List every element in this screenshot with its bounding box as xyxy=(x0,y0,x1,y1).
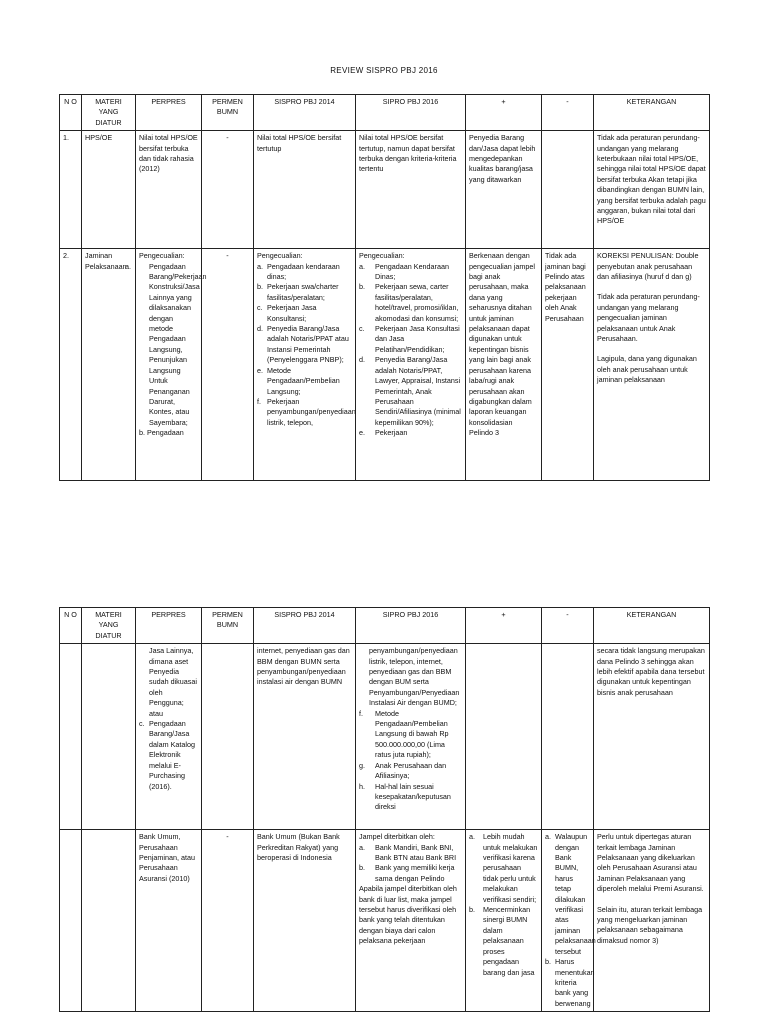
list-item-text: Metode Pengadaan/Pembelian Langsung; xyxy=(267,365,340,396)
perpres-item-b: b. Pengadaan xyxy=(139,428,184,438)
cell-perpres: Bank Umum, Perusahaan Penjaminan, atau Perusahaan Asuransi (2010) xyxy=(136,830,202,1012)
cell-plus: Berkenaan dengan pengecualian jampel bagi anak perusahaan, maka dana yang seharusnya ditahan untuk jaminan pelaksanaan dapat digunakan untuk kepentingan bisnis yang lain bagi anak perusahaan karena laba/rugi anak perusahaan akan digabungkan dalam laporan keuangan konsolidasian Pelindo 3 xyxy=(466,249,542,481)
perpres-item-a-text: Pengadaan Barang/Pekerjaan Konstruksi/Jasa Lainnya yang dilaksanakan dengan metode Pengadaan Langsung, Penunjukan Langsung Untuk Penanganan Darurat, Kontes, atau Sayembara; xyxy=(149,261,207,427)
perpres-item-c-mark: c. xyxy=(139,719,145,729)
list-item-text: Pengadaan Kendaraan Dinas; xyxy=(375,261,449,282)
list-item xyxy=(359,863,462,884)
table-row xyxy=(60,249,710,481)
keterangan-paragraph: Selain itu, aturan terkait lembaga yang mengeluarkan jaminan pelaksanaan sebagaimana dimaksud nomor 3) xyxy=(597,904,703,945)
table-row xyxy=(60,644,710,830)
list-item-text: Bank Mandiri, Bank BNI, Bank BTN atau Bank BRI xyxy=(375,842,457,863)
list-item xyxy=(257,396,356,428)
cell-minus xyxy=(542,830,594,1012)
cell-minus xyxy=(542,644,594,830)
cell-no: 2. xyxy=(60,249,82,481)
list-item xyxy=(359,761,462,782)
cell-minus: Tidak ada jaminan bagi Pelindo atas pelaksanaan pekerjaan oleh Anak Perusahaan xyxy=(542,249,594,481)
perpres-item-c-text: Pengadaan Barang/Jasa dalam Katalog Elektronik melalui E-Purchasing (2016). xyxy=(149,719,195,791)
cell-perpres xyxy=(125,249,207,481)
perpres-intro: Pengecualian: xyxy=(139,251,185,261)
cell-materi xyxy=(82,644,136,830)
list-item xyxy=(359,262,462,283)
list-item-marker: b. xyxy=(469,905,475,915)
keterangan-paragraph: Tidak ada peraturan perundang-undangan yang melarang pengecualian jaminan pelaksanaan untuk Anak Perusahaan. xyxy=(597,292,700,344)
review-table-page-1 xyxy=(59,94,710,481)
list-item-marker: a. xyxy=(359,261,365,271)
cell-materi: HPS/OE xyxy=(82,131,136,249)
table-header-row xyxy=(60,608,710,644)
cell-permen xyxy=(202,644,254,830)
list-item xyxy=(359,843,462,864)
header-keterangan: KETERANGAN xyxy=(594,95,710,131)
header-materi: MATERI YANG DIATUR xyxy=(82,95,136,131)
list-item-marker: a. xyxy=(469,832,475,842)
header-sipro-2016: SIPRO PBJ 2016 xyxy=(356,608,466,644)
header-minus: - xyxy=(542,608,594,644)
cell-sispro-2014: Bank Umum (Bukan Bank Perkreditan Rakyat) yang beroperasi di Indonesia xyxy=(254,830,356,1012)
list-item-text: Pekerjaan xyxy=(375,428,408,438)
sipro-2016-note: Apabila jampel diterbitkan oleh bank di luar list, maka jampel tersebut harus diverifikasi oleh bank yang telah ditentukan dengan biaya dari calon pelaksana pekerjaan xyxy=(359,884,457,946)
header-sispro-2014: SISPRO PBJ 2014 xyxy=(254,608,356,644)
perpres-item-a xyxy=(125,261,207,429)
list-item xyxy=(359,355,462,428)
header-sispro-2014: SISPRO PBJ 2014 xyxy=(254,95,356,131)
list-item-marker: c. xyxy=(359,324,365,334)
list-item-marker: e. xyxy=(359,428,365,438)
list-item-marker: f. xyxy=(257,396,261,406)
sipro-2016-continued: penyambungan/penyediaan listrik, telepon, internet, penyediaan gas dan BBM dengan BUM serta Penyambungan/Penyediaan Instalasi Air dengan BUMD; xyxy=(369,646,460,708)
list-item-text: Penyedia Barang/Jasa adalah Notaris/PPAT, Lawyer, Appraisal, Instansi Pemerintah, Anak Perusahaan Sendiri/Afiliasinya (minimal kepemilikan 90%); xyxy=(375,355,461,427)
list-item-marker: f. xyxy=(359,708,363,718)
sipro-2016-list xyxy=(359,709,462,813)
keterangan-paragraph: KOREKSI PENULISAN: Double penyebutan anak perusahaan dan afiliasinya (huruf d dan g) xyxy=(597,251,699,282)
document-title: REVIEW SISPRO PBJ 2016 xyxy=(330,66,438,75)
list-item xyxy=(359,428,462,438)
header-perpres: PERPRES xyxy=(136,95,202,131)
cell-no xyxy=(60,644,82,830)
cell-sispro-2014: Nilai total HPS/OE bersifat tertutup xyxy=(254,131,356,249)
cell-plus xyxy=(466,644,542,830)
header-plus: + xyxy=(466,95,542,131)
header-plus: + xyxy=(466,608,542,644)
sispro-2014-intro: Pengecualian: xyxy=(257,251,303,261)
cell-permen: - xyxy=(202,249,254,481)
review-table-page-2 xyxy=(59,607,710,1012)
list-item-text: Penyedia Barang/Jasa adalah Notaris/PPAT atau Instansi Pemerintah (Penyelenggara PNBP); xyxy=(267,324,349,365)
list-item xyxy=(359,282,462,324)
list-item xyxy=(359,709,462,761)
header-no: N O xyxy=(60,608,82,644)
list-item xyxy=(545,957,595,1009)
header-perpres: PERPRES xyxy=(136,608,202,644)
list-item xyxy=(359,324,462,355)
cell-sipro-2016 xyxy=(356,830,466,1012)
sipro-2016-list xyxy=(359,843,462,885)
cell-plus xyxy=(466,830,542,1012)
header-minus: - xyxy=(542,95,594,131)
table-row xyxy=(60,830,710,1012)
list-item-marker: g. xyxy=(359,760,365,770)
perpres-item-a-continued: Jasa Lainnya, dimana aset Penyedia sudah dikuasai oleh Pengguna; atau xyxy=(149,646,197,718)
header-permen-bumn: PERMEN BUMN xyxy=(202,95,254,131)
sipro-2016-list xyxy=(359,262,462,439)
list-item-marker: b. xyxy=(359,282,365,292)
list-item xyxy=(469,905,538,978)
cell-no: 1. xyxy=(60,131,82,249)
list-item-marker: a. xyxy=(545,832,551,842)
cell-keterangan: secara tidak langsung merupakan dana Pelindo 3 sehingga akan lebih efektif apabila dana tersebut digunakan untuk kepentingan bisnis anak perusahaan xyxy=(594,644,710,830)
cell-perpres xyxy=(136,644,202,830)
list-item xyxy=(545,832,596,957)
cell-minus xyxy=(542,131,594,249)
cell-sispro-2014 xyxy=(254,249,356,481)
list-item-marker: b. xyxy=(359,863,365,873)
list-item xyxy=(257,366,352,397)
sispro-2014-list xyxy=(257,261,356,429)
sipro-2016-intro: Pengecualian: xyxy=(359,251,405,261)
header-no: N O xyxy=(60,95,82,131)
cell-materi: Jaminan Pelaksanaan xyxy=(82,249,136,481)
list-item xyxy=(359,782,462,813)
list-item-text: Anak Perusahaan dan Afiliasinya; xyxy=(375,760,447,781)
list-item-text: Pengadaan kendaraan dinas; xyxy=(267,261,340,282)
header-permen-bumn: PERMEN BUMN xyxy=(202,608,254,644)
list-item xyxy=(469,832,538,905)
list-item-marker: h. xyxy=(359,781,365,791)
table-header-row xyxy=(60,95,710,131)
header-sipro-2016: SIPRO PBJ 2016 xyxy=(356,95,466,131)
plus-list xyxy=(469,832,538,978)
list-item xyxy=(257,324,352,366)
list-item-marker: b. xyxy=(545,957,551,967)
sipro-2016-intro: Jampel diterbitkan oleh: xyxy=(359,832,435,842)
keterangan-paragraph: Lagipula, dana yang digunakan oleh anak perusahaan untuk jaminan pelaksanaan xyxy=(597,354,697,385)
list-item-marker: e. xyxy=(257,365,263,375)
list-item xyxy=(257,282,352,303)
list-item-text: Mencerminkan sinergi BUMN dalam pelaksanaan proses pengadaan barang dan jasa xyxy=(483,905,535,977)
perpres-item-a-mark: a. xyxy=(125,261,131,271)
list-item xyxy=(257,303,352,324)
list-item-marker: a. xyxy=(359,842,365,852)
list-item-text: Pekerjaan swa/charter fasilitas/peralatan; xyxy=(267,282,339,302)
header-materi: MATERI YANG DIATUR xyxy=(82,608,136,644)
list-item-text: Hal-hal lain sesuai kesepakatan/keputusan direksi xyxy=(375,781,451,812)
list-item-text: Walaupun dengan Bank BUMN, harus tetap dilakukan verifikasi atas jaminan pelaksanaan tersebut xyxy=(555,832,596,956)
list-item-marker: d. xyxy=(359,355,365,365)
cell-sispro-2014: internet, penyediaan gas dan BBM dengan BUMN serta penyambungan/penyediaan instalasi air dengan BUMN xyxy=(254,644,356,830)
list-item-marker: c. xyxy=(257,303,263,313)
list-item-text: Lebih mudah untuk melakukan verifikasi karena perusahaan tidak perlu untuk melakukan verifikasi sendiri; xyxy=(483,832,538,904)
cell-permen: - xyxy=(202,830,254,1012)
list-item-text: Pekerjaan sewa, carter fasilitas/peralatan, hotel/travel, promosi/iklan, akomodasi dan konsumsi; xyxy=(375,282,459,323)
table-row xyxy=(60,131,710,249)
cell-keterangan xyxy=(594,830,710,1012)
minus-list xyxy=(545,832,596,1009)
list-item-text: Metode Pengadaan/Pembelian Langsung di bawah Rp 500.000.000,00 (Lima ratus juta rupiah); xyxy=(375,708,449,760)
list-item-text: Bank yang memiliki kerja sama dengan Pelindo xyxy=(375,863,455,883)
cell-sipro-2016 xyxy=(356,249,466,481)
list-item-text: Pekerjaan penyambungan/penyediaan listrik, telepon, xyxy=(267,396,356,427)
cell-materi xyxy=(82,830,136,1012)
list-item xyxy=(257,262,352,283)
cell-sipro-2016: Nilai total HPS/OE bersifat tertutup, namun dapat bersifat terbuka dengan kriteria-kriteria tertentu xyxy=(356,131,466,249)
header-keterangan: KETERANGAN xyxy=(594,608,710,644)
list-item-text: Pekerjaan Jasa Konsultasi dan Jasa Pelatihan/Pendidikan; xyxy=(375,324,460,354)
cell-keterangan xyxy=(594,249,710,481)
cell-no xyxy=(60,830,82,1012)
list-item-marker: d. xyxy=(257,324,263,334)
list-item-marker: b. xyxy=(257,282,263,292)
cell-permen: - xyxy=(202,131,254,249)
list-item-text: Harus menentukan kriteria bank yang berwenang xyxy=(555,957,595,1008)
keterangan-paragraph: Perlu untuk dipertegas aturan terkait lembaga Jaminan Pelaksanaan yang dikeluarkan oleh Perusahaan Asuransi atau Jaminan Pelaksanaan yang diperoleh melalui Premi Asuransi. xyxy=(597,832,704,894)
perpres-item-c xyxy=(139,719,198,792)
cell-keterangan: Tidak ada peraturan perundang-undangan yang melarang keterbukaan nilai total HPS/OE, sehingga nilai total HPS/OE dapat bersifat terbuka Akan tetapi jika dibandingkan dengan BUMN lain, yang bersifat terbuka adalah pagu anggaran, bukan nilai total dari HPS/OE xyxy=(594,131,710,249)
cell-perpres: Nilai total HPS/OE bersifat terbuka dan tidak rahasia (2012) xyxy=(136,131,202,249)
list-item-text: Pekerjaan Jasa Konsultansi; xyxy=(267,303,317,323)
cell-sipro-2016 xyxy=(356,644,466,830)
list-item-marker: a. xyxy=(257,261,263,271)
cell-plus: Penyedia Barang dan/Jasa dapat lebih mengedepankan kualitas barang/jasa yang ditawarkan xyxy=(466,131,542,249)
